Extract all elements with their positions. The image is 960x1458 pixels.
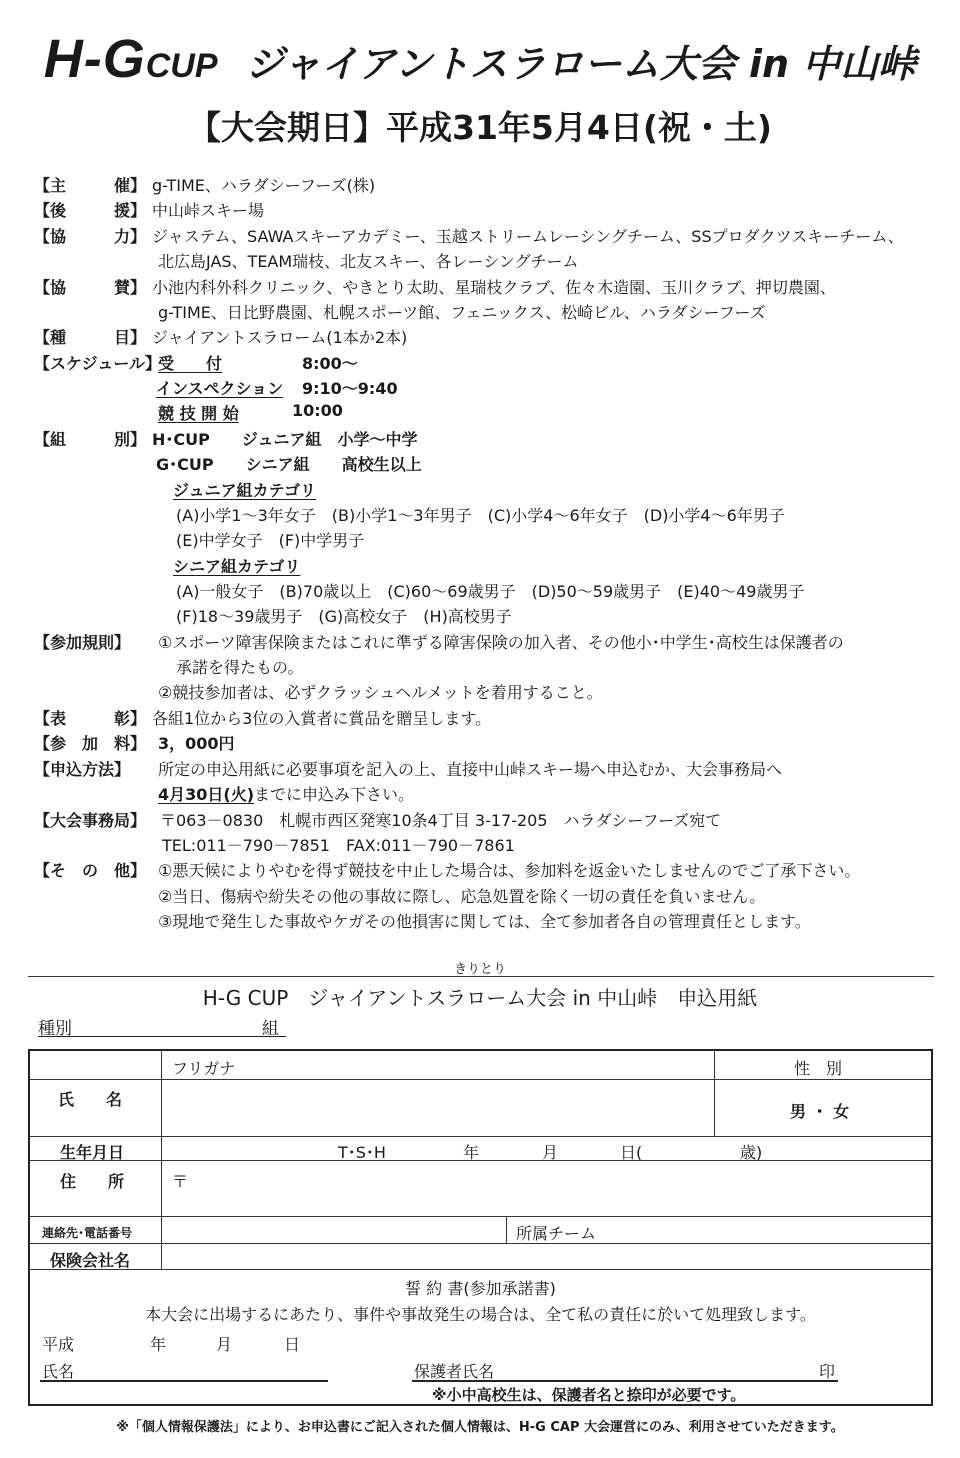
other-line-2: ②当日、傷病や紛失その他の事故に際し、応急処置を除く一切の責任を負いません。 (158, 887, 766, 906)
groups-line-1: H･CUP ジュニア組 小学～中学 (152, 430, 418, 449)
form-rule (30, 1269, 931, 1270)
fee-value: 3，000円 (158, 734, 235, 753)
contact-label: 連絡先･電話番号 (42, 1226, 133, 1240)
birth-year: 年 (463, 1143, 480, 1162)
schedule-item-time: 8:00～ (302, 354, 358, 373)
birth-age: 歳) (740, 1143, 763, 1162)
gender-options[interactable]: 男 ・ 女 (790, 1102, 850, 1121)
cooperation-value-2: 北広島JAS、TEAM瑞枝、北友スキー、各レーシングチーム (158, 252, 579, 271)
privacy-footnote: ※「個人情報保護法」により、お申込書にご記入された個人情報は、H-G CAP 大会運営にのみ、利用させていただきます。 (116, 1420, 844, 1435)
groups-line-2: G･CUP シニア組 高校生以上 (156, 455, 422, 474)
other-label: 【そ の 他】 (34, 861, 147, 880)
sign-name-line[interactable] (40, 1380, 328, 1382)
office-address: 〒063－0830 札幌市西区発寒10条4丁目 3-17-205 ハラダシーフーズ宛て (160, 811, 722, 830)
other-line-3: ③現地で発生した事故やケガその他損害に関しては、全て参加者各自の管理責任とします。 (158, 912, 811, 931)
senior-heading: シニア組カテゴリ (173, 557, 301, 576)
fee-label: 【参 加 料】 (34, 734, 147, 753)
support-row: 【後 援】 中山峠スキー場 (34, 201, 265, 220)
guardian-note: ※小中高校生は、保護者名と捺印が必要です。 (432, 1386, 746, 1404)
awards-value: 各組1位から3位の入賞者に賞品を贈呈します。 (152, 709, 492, 728)
application-form (28, 1049, 933, 1406)
schedule-item-name: 競 技 開 始 (158, 404, 239, 423)
pledge-year: 年 (150, 1335, 167, 1354)
event-value: ジャイアントスラローム(1本か2本) (152, 328, 408, 347)
form-title: H-G CUP ジャイアントスラローム大会 in 中山峠 申込用紙 (202, 986, 758, 1010)
office-phone: TEL:011－790－7851 FAX:011－790－7861 (162, 836, 515, 855)
cooperation-value: ジャステム、SAWAスキーアカデミー、玉越ストリームレーシングチーム、SSプロダクツスキーチーム、 (152, 227, 904, 246)
cut-here-label: きりとり (453, 962, 506, 977)
address-input[interactable] (162, 1163, 930, 1215)
rules-line-1: ①スポーツ障害保険またはこれに準ずる障害保険の加入者、その他小･中学生･高校生は保護者の (158, 633, 844, 652)
form-rule (30, 1216, 931, 1217)
apply-deadline: 4月30日(火) (158, 785, 255, 804)
page-title (0, 28, 960, 90)
senior-categories-2: (F)18～39歳男子 (G)高校女子 (H)高校男子 (176, 607, 512, 626)
schedule-item-time: 9:10～9:40 (302, 379, 398, 398)
apply-line-2: 4月30日(火)までに申込み下さい。 (158, 785, 415, 804)
pledge-title: 誓 約 書(参加承諾書) (405, 1279, 556, 1298)
cooperation-row: 【協 力】 ジャステム、SAWAスキーアカデミー、玉越ストリームレーシングチーム、SSプロダクツスキーチーム、 (34, 227, 904, 246)
pledge-month: 月 (216, 1335, 233, 1354)
form-rule (30, 1136, 931, 1137)
rules-line-3: ②競技参加者は、必ずクラッシュヘルメットを着用すること。 (158, 683, 603, 702)
apply-line-1: 所定の申込用紙に必要事項を記入の上、直接中山峠スキー場へ申込むか、大会事務局へ (158, 760, 783, 779)
pledge-day: 日 (284, 1335, 301, 1354)
insurance-label: 保険会社名 (50, 1251, 131, 1270)
office-label: 【大会事務局】 (34, 811, 147, 830)
furigana-label: フリガナ (172, 1059, 236, 1078)
schedule-item-name: 受 付 (158, 354, 223, 373)
support-value: 中山峠スキー場 (152, 201, 265, 220)
event-date: 【大会期日】平成31年5月4日(祝・土) (187, 108, 772, 147)
team-label: 所属チーム (516, 1224, 597, 1243)
supporters-row: 【協 賛】 小池内科外科クリニック、やきとり太助、星瑞枝クラブ、佐々木造園、玉川クラブ、押切農園、 (34, 278, 836, 297)
groups-row: 【組 別】 H･CUP ジュニア組 小学～中学 (34, 430, 418, 449)
apply-label: 【申込方法】 (34, 760, 131, 779)
junior-heading: ジュニア組カテゴリ (173, 481, 317, 500)
title-hg: H-G (43, 29, 146, 89)
guardian-name-label: 保護者氏名 (414, 1362, 495, 1381)
pledge-era: 平成 (42, 1335, 75, 1354)
form-rule (714, 1051, 715, 1136)
kind-field[interactable]: 種別 組 (38, 1019, 279, 1039)
sponsor-value: g-TIME、ハラダシーフーズ(株) (152, 176, 376, 195)
supporters-value-2: g-TIME、日比野農園、札幌スポーツ館、フェニックス、松崎ビル、ハラダシーフーズ (158, 303, 766, 322)
birth-day: 日( (620, 1143, 643, 1162)
junior-categories-2: (E)中学女子 (F)中学男子 (176, 531, 365, 550)
sign-name-label: 氏名 (42, 1362, 75, 1381)
schedule-label: 【スケジュール】 (34, 354, 162, 373)
form-rule (30, 1243, 931, 1244)
event-row: 【種 目】 ジャイアントスラローム(1本か2本) (34, 328, 408, 347)
junior-categories-1: (A)小学1～3年女子 (B)小学1～3年男子 (C)小学4～6年女子 (D)小学4～6年男子 (176, 506, 785, 525)
rules-label: 【参加規則】 (34, 633, 131, 652)
form-rule (30, 1160, 931, 1161)
other-line-1: ①悪天候によりやむを得ず競技を中止した場合は、参加料を返金いたしませんのでご了承下さい。 (158, 861, 861, 880)
form-rule (506, 1216, 507, 1243)
birth-era: T･S･H (338, 1143, 386, 1162)
sponsor-row: 【主 催】 g-TIME、ハラダシーフーズ(株) (34, 176, 376, 195)
form-rule (30, 1079, 931, 1080)
name-input[interactable] (162, 1081, 714, 1135)
supporters-value: 小池内科外科クリニック、やきとり太助、星瑞枝クラブ、佐々木造園、玉川クラブ、押切農園、 (152, 278, 836, 297)
birth-month: 月 (542, 1143, 559, 1162)
cut-line (28, 976, 934, 977)
title-cup: CUP (145, 47, 218, 85)
seal-mark: 印 (819, 1362, 836, 1381)
address-label: 住 所 (60, 1172, 125, 1191)
gender-label: 性 別 (794, 1059, 843, 1078)
postal-mark: 〒 (172, 1172, 189, 1191)
kind-underline (38, 1036, 286, 1037)
awards-row: 【表 彰】 各組1位から3位の入賞者に賞品を贈呈します。 (34, 709, 492, 728)
birth-label: 生年月日 (60, 1143, 125, 1162)
pledge-text: 本大会に出場するにあたり、事件や事故発生の場合は、全て私の責任に於いて処理致します。 (145, 1305, 816, 1324)
rules-line-2: 承諾を得たもの。 (176, 658, 304, 677)
title-rest: ジャイアントスラローム大会 in 中山峠 (245, 42, 917, 86)
senior-categories-1: (A)一般女子 (B)70歳以上 (C)60～69歳男子 (D)50～59歳男子 (E)40～49歳男子 (176, 582, 805, 601)
schedule-item-time: 10:00 (292, 401, 343, 420)
schedule-item-name: インスペクション (156, 379, 284, 398)
guardian-name-line[interactable] (412, 1380, 838, 1382)
name-label: 氏 名 (58, 1090, 123, 1109)
